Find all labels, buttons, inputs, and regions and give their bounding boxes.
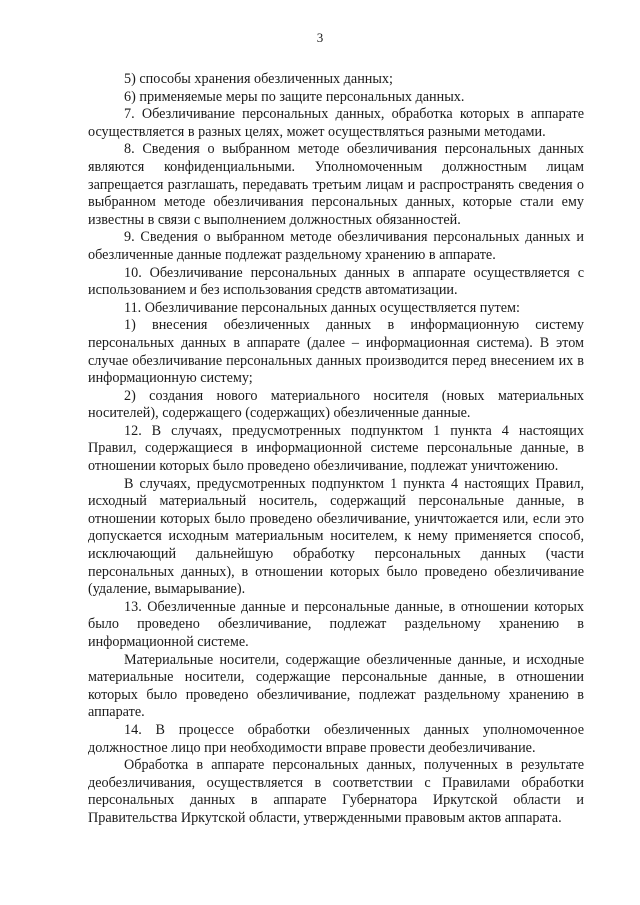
paragraph-9: 9. Сведения о выбранном методе обезличивания персональных данных и обезличенные данные подлежат раздельному хранению в аппарате. bbox=[88, 229, 584, 263]
paragraph-10: 10. Обезличивание персональных данных в аппарате осуществляется с использованием и без использования средств автоматизации. bbox=[88, 264, 584, 299]
paragraph-11-item-1: 1) внесения обезличенных данных в информационную систему персональных данных в аппарате (далее – информационная система). В этом случае обезличивание персональных данных производится перед внесением их в информационную систему; bbox=[88, 317, 584, 387]
paragraph-14-continued: Обработка в аппарате персональных данных, полученных в результате деобезличивания, осуществляется в соответствии с Правилами обработки персональных данных в аппарате Губернатора Иркутской области и Правительства Иркутской области, утвержденными правовым актов аппарата. bbox=[88, 757, 584, 826]
paragraph-11: 11. Обезличивание персональных данных осуществляется путем: bbox=[124, 299, 520, 316]
paragraph-12: 12. В случаях, предусмотренных подпунктом 1 пункта 4 настоящих Правил, содержащиеся в информационной системе персональные данные, в отношении которых было проведено обезличивание, подлежат уничтожению. bbox=[88, 422, 584, 475]
paragraph-13: 13. Обезличенные данные и персональные данные, в отношении которых было проведено обезличивание, подлежат раздельному хранению в информационной системе. bbox=[88, 598, 584, 650]
paragraph-11-item-2: 2) создания нового материального носителя (новых материальных носителей), содержащего (содержащих) обезличенные данные. bbox=[88, 387, 584, 422]
paragraph-14: 14. В процессе обработки обезличенных данных уполномоченное должностное лицо при необходимости вправе провести деобезличивание. bbox=[88, 721, 584, 756]
paragraph-12-continued: В случаях, предусмотренных подпунктом 1 пункта 4 настоящих Правил, исходный материальный носитель, содержащий персональные данные, в отношении которых было проведено обезличивание, уничтожается или, если это допускается исходным материальным носителем, к нему применяется способ, исключающий дальнейшую обработку персональных данных (части персональных данных), в отношении которых было проведено обезличивание (удаление, вымарывание). bbox=[88, 475, 584, 598]
paragraph-protection-measures: 6) применяемые меры по защите персональных данных. bbox=[124, 88, 465, 105]
paragraph-13-continued: Материальные носители, содержащие обезличенные данные, и исходные материальные носители, содержащие персональные данные, в отношении которых было проведено обезличивание, подлежат раздельному хранению в аппарате. bbox=[88, 651, 584, 721]
document-body bbox=[88, 71, 584, 828]
paragraph-8: 8. Сведения о выбранном методе обезличивания персональных данных являются конфиденциальными. Уполномоченным должностным лицам запрещается разглашать, передавать третьим лицам и распространять сведения о выбранном методе обезличивания персональных данных, которые стали ему известны в связи с выполнением должностных обязанностей. bbox=[88, 141, 584, 228]
paragraph-7: 7. Обезличивание персональных данных, обработка которых в аппарате осуществляется в разных целях, может осуществляться разными методами. bbox=[88, 106, 584, 140]
page-number: 3 bbox=[316, 30, 324, 45]
paragraph-storage-methods: 5) способы хранения обезличенных данных; bbox=[124, 71, 393, 87]
